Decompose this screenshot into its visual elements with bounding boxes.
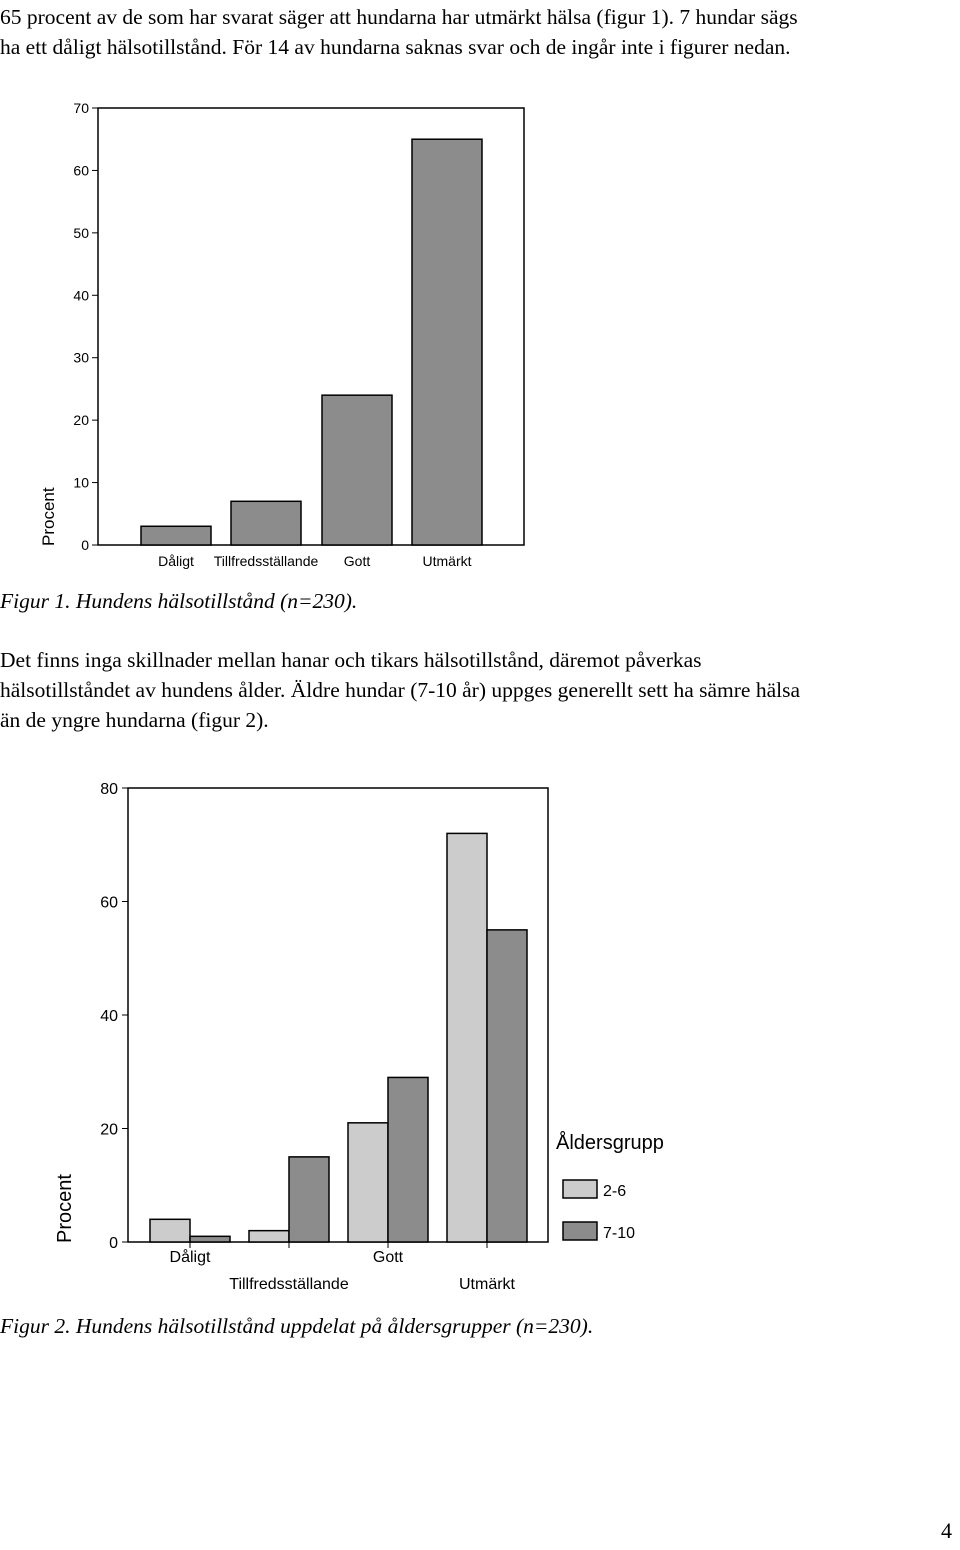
legend-swatch-7-10 — [563, 1222, 597, 1240]
y-tick-label: 70 — [73, 100, 89, 116]
bar-2-6 — [249, 1231, 289, 1242]
legend-title: Åldersgrupp — [556, 1132, 664, 1154]
legend-swatch-2-6 — [563, 1180, 597, 1198]
bar-7-10 — [190, 1236, 230, 1242]
bar-2-6 — [348, 1123, 388, 1242]
x-tick-label: Gott — [372, 1249, 404, 1266]
middle-line-1: Det finns inga skillnader mellan hanar och tikars hälsotillstånd, däremot påverkas — [0, 648, 702, 672]
middle-line-2: hälsotillståndet av hundens ålder. Äldre hundar (7-10 år) uppges generellt sett ha sämre hälsa — [0, 678, 801, 702]
y-axis-label: Procent — [39, 487, 58, 546]
y-tick-label: 30 — [73, 349, 89, 366]
y-tick-label: 60 — [100, 894, 118, 912]
y-tick-label: 0 — [81, 537, 89, 553]
y-tick-label: 10 — [73, 474, 89, 491]
legend-label: 2-6 — [603, 1183, 627, 1200]
y-tick-label: 40 — [100, 1008, 118, 1025]
intro-line-2: ha ett dåligt hälsotillstånd. För 14 av hundarna saknas svar och de ingår inte i figurer nedan. — [0, 35, 791, 59]
bar-2-6 — [447, 833, 487, 1242]
figure2-caption: Figur 2. Hundens hälsotillstånd uppdelat på åldersgrupper (n=230). — [0, 1314, 594, 1338]
x-tick-label: Utmärkt — [459, 1276, 515, 1293]
y-tick-label: 60 — [73, 162, 89, 179]
x-tick-label: Utmärkt — [422, 553, 472, 569]
bar-7-10 — [289, 1157, 329, 1242]
bar-7-10 — [487, 930, 527, 1242]
x-tick-label: Dåligt — [169, 1249, 211, 1266]
y-tick-label: 50 — [73, 224, 89, 241]
page-number: 4 — [941, 1518, 952, 1543]
y-axis-label: Procent — [54, 1174, 76, 1243]
y-tick-label: 20 — [100, 1121, 118, 1139]
y-tick-label: 0 — [109, 1235, 118, 1252]
middle-line-3: än de yngre hundarna (figur 2). — [0, 708, 269, 732]
x-tick-label: Tillfredsställande — [229, 1276, 349, 1293]
legend-label: 7-10 — [603, 1225, 636, 1242]
intro-line-1: 65 procent av de som har svarat säger att hundarna har utmärkt hälsa (figur 1). 7 hundar sägs — [0, 5, 798, 29]
y-tick-label: 80 — [100, 781, 118, 798]
figure1-caption: Figur 1. Hundens hälsotillstånd (n=230). — [0, 589, 358, 613]
bar-7-10 — [388, 1077, 428, 1242]
y-tick-label: 20 — [73, 412, 89, 429]
x-tick-label: Gott — [343, 553, 371, 569]
x-tick-label: Tillfredsställande — [213, 553, 319, 569]
bar-2-6 — [150, 1219, 190, 1242]
y-tick-label: 40 — [73, 287, 89, 304]
x-tick-label: Dåligt — [158, 553, 194, 569]
